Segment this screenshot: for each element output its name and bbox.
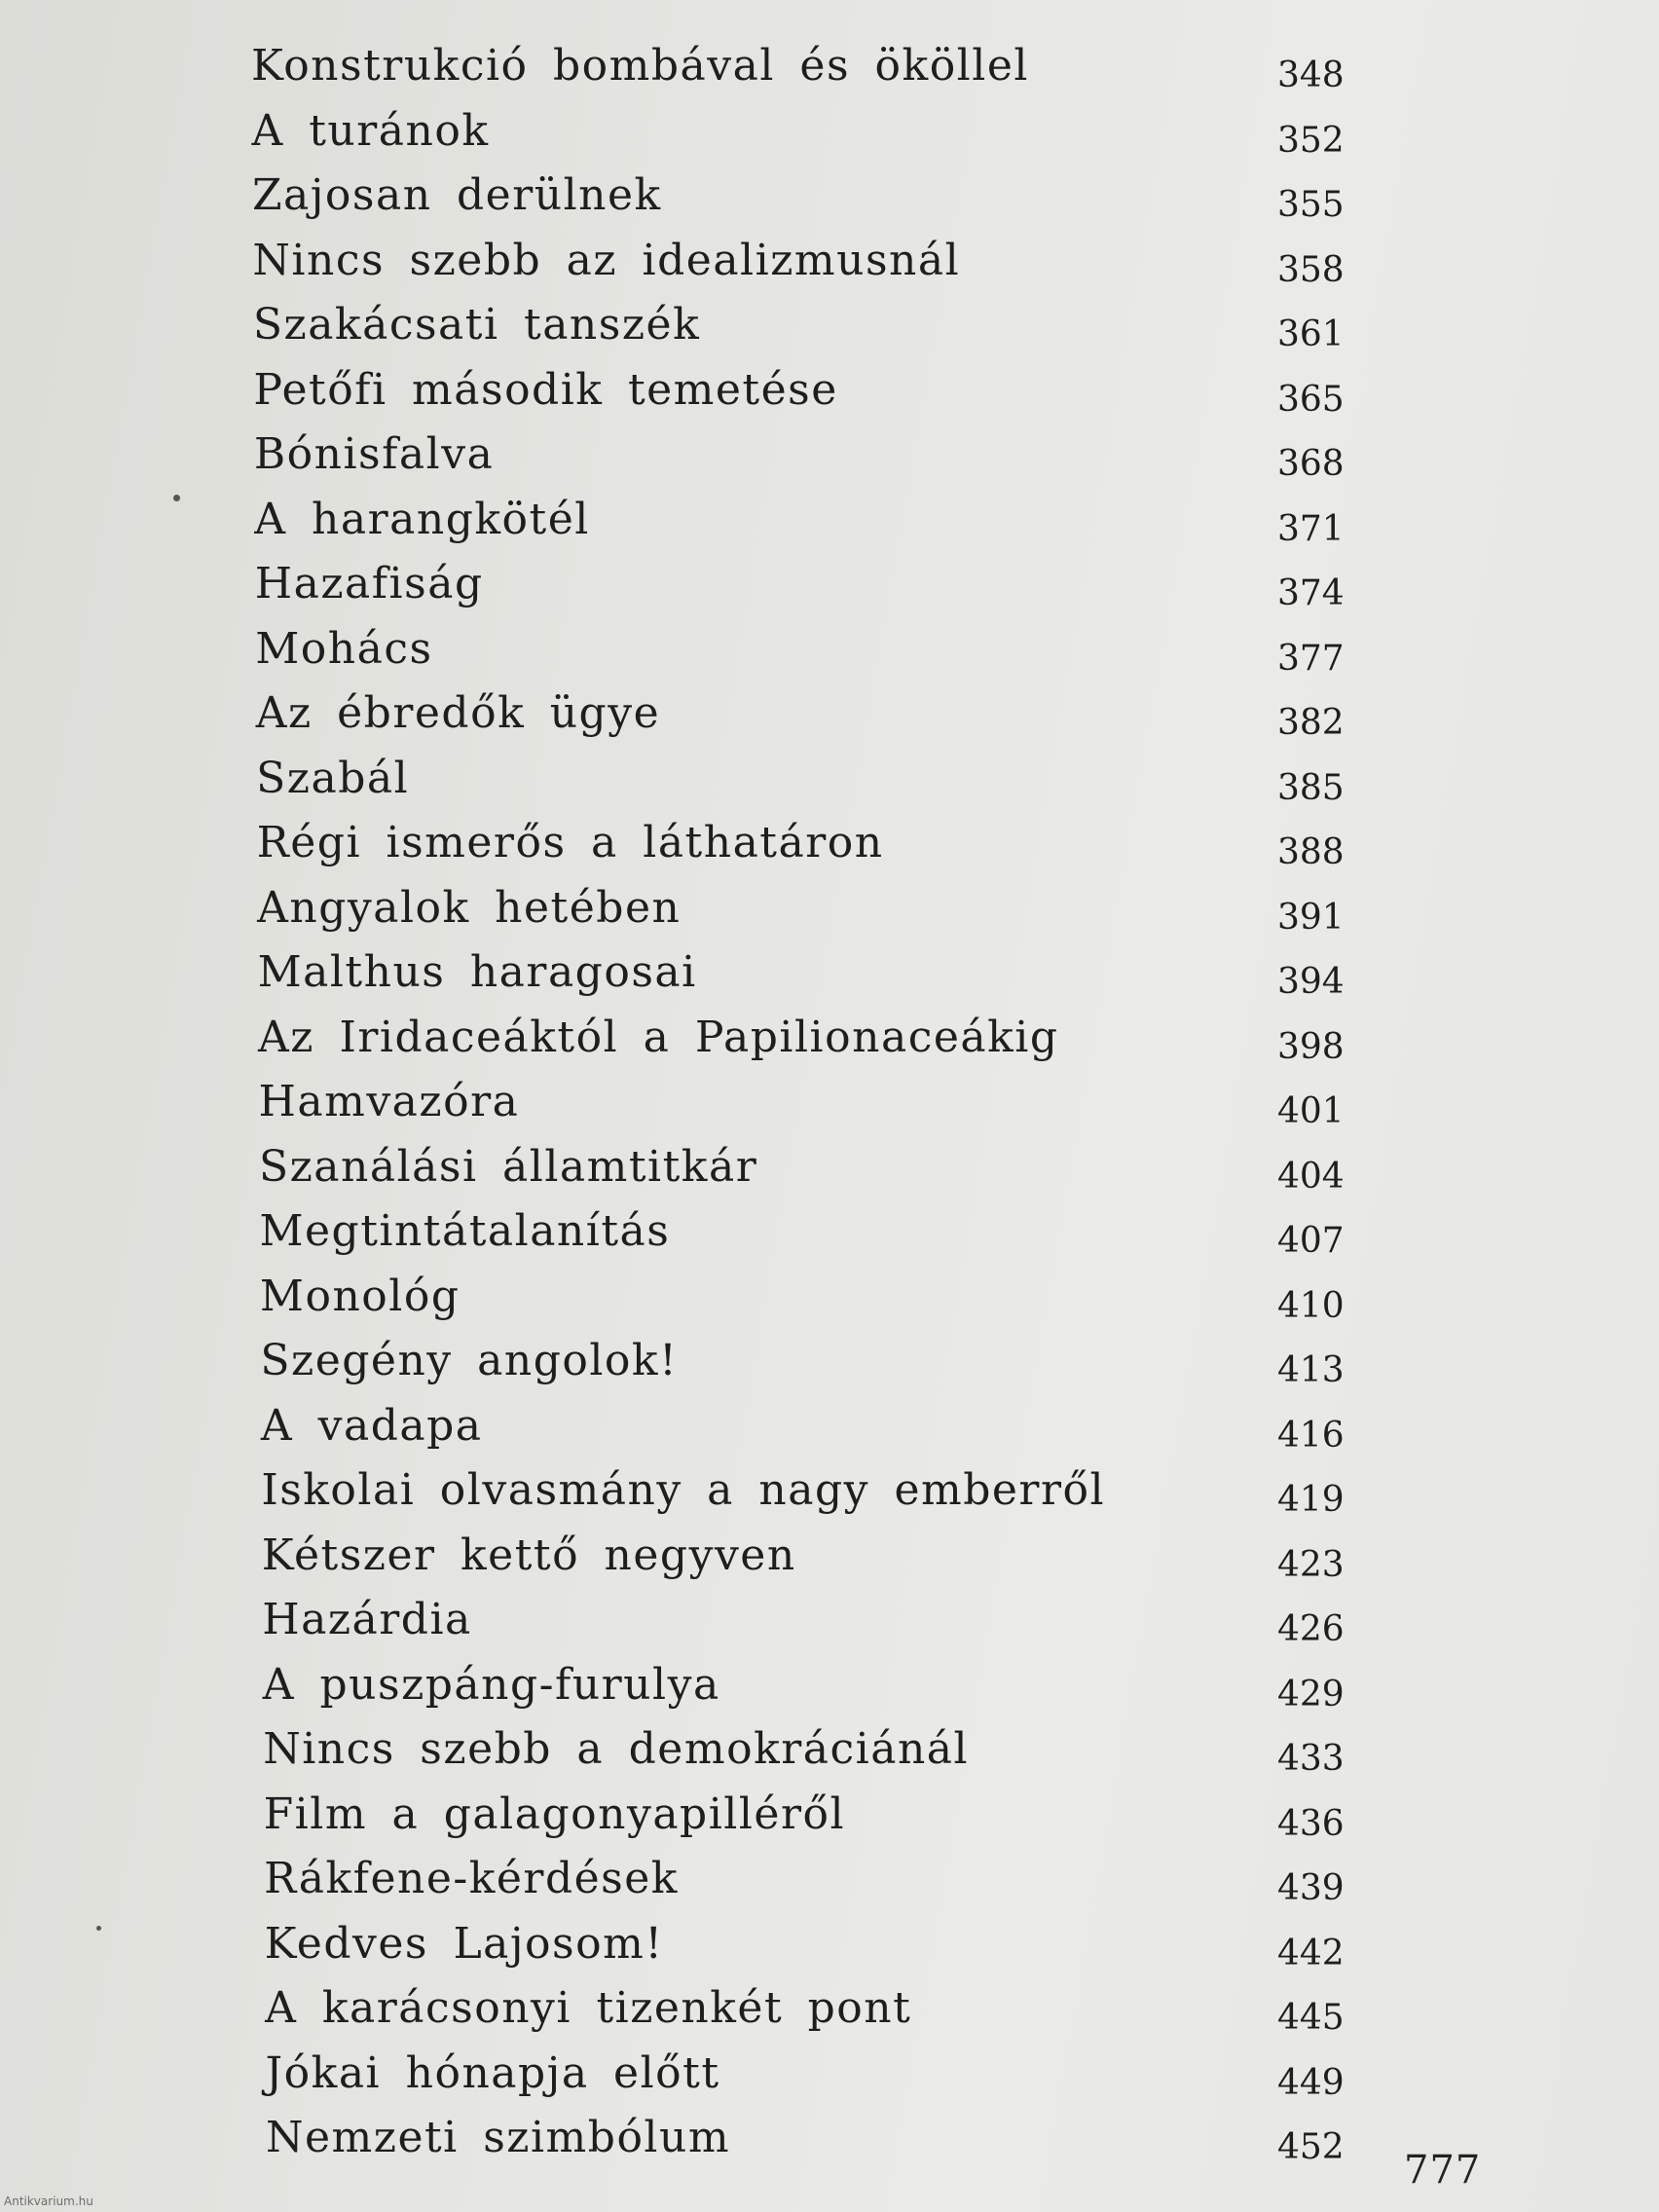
toc-entry-page: 365 xyxy=(1277,379,1345,420)
toc-entry-page: 374 xyxy=(1277,573,1345,613)
toc-entry-page: 433 xyxy=(1277,1739,1345,1779)
toc-entry-page: 394 xyxy=(1277,962,1345,1002)
toc-entry-title: Bónisfalva xyxy=(253,429,495,479)
toc-entry-page: 449 xyxy=(1277,2062,1345,2103)
toc-entry-page: 419 xyxy=(1277,1480,1345,1520)
toc-entry-page: 404 xyxy=(1277,1156,1345,1197)
toc-entry-page: 401 xyxy=(1277,1091,1345,1131)
toc-entry-page: 361 xyxy=(1277,314,1345,354)
toc-entry-page: 382 xyxy=(1277,703,1345,743)
toc-entry-page: 388 xyxy=(1277,832,1345,872)
toc-entry-title: Hazárdia xyxy=(262,1595,472,1644)
toc-entry-page: 452 xyxy=(1277,2127,1345,2167)
toc-entry-page: 377 xyxy=(1277,638,1345,679)
watermark: Antikvarium.hu xyxy=(4,2194,93,2208)
toc-entry-title: A puszpáng-furulya xyxy=(262,1659,720,1710)
toc-entry-title: Megtintátalanítás xyxy=(259,1206,671,1256)
toc-entry-title: Iskolai olvasmány a nagy emberről xyxy=(261,1465,1106,1515)
toc-entry-title: Az Iridaceáktól a Papilionaceákig xyxy=(258,1012,1059,1062)
toc-entry-title: A turánok xyxy=(251,105,490,156)
toc-entry-page: 445 xyxy=(1277,1998,1345,2038)
toc-entry-title: Szegény angolok! xyxy=(260,1336,679,1385)
toc-entry-page: 352 xyxy=(1277,120,1345,161)
toc-entry-page: 355 xyxy=(1277,185,1345,225)
toc-entry-title: Nemzeti szimbólum xyxy=(266,2113,731,2162)
toc-entry-page: 398 xyxy=(1277,1026,1345,1067)
toc-entry-title: Régi ismerős a láthatáron xyxy=(256,818,884,867)
speck xyxy=(173,495,180,501)
toc-entry-title: A harangkötél xyxy=(254,494,590,544)
toc-entry-title: A karácsonyi tizenkét pont xyxy=(265,1983,912,2033)
toc-entry-page: 410 xyxy=(1277,1285,1345,1326)
toc-entry-page: 442 xyxy=(1277,1933,1345,1973)
toc-entry-page: 439 xyxy=(1277,1868,1345,1908)
toc-entry-title: Szakácsati tanszék xyxy=(252,300,701,350)
toc-entry-title: Monológ xyxy=(259,1271,461,1321)
toc-entry-page: 385 xyxy=(1277,767,1345,808)
toc-entry-page: 371 xyxy=(1277,508,1345,549)
toc-entry-title: Szanálási államtitkár xyxy=(258,1141,758,1192)
toc-entry-title: Hazafiság xyxy=(254,559,484,608)
page-number: 777 xyxy=(1404,2148,1482,2193)
toc-entry-title: Angyalok hetében xyxy=(257,882,682,933)
toc-entry-page: 358 xyxy=(1277,249,1345,290)
speck xyxy=(96,1926,101,1931)
toc-entry-page: 407 xyxy=(1277,1221,1345,1261)
toc-entry-page: 348 xyxy=(1277,55,1345,95)
toc-entry-page: 413 xyxy=(1277,1350,1345,1390)
toc-entry-title: Mohács xyxy=(255,623,433,674)
toc-entry-page: 391 xyxy=(1277,897,1345,938)
toc-entry-title: Malthus haragosai xyxy=(257,947,697,997)
toc-entry-title: Az ébredők ügye xyxy=(255,688,661,738)
toc-entry-page: 368 xyxy=(1277,444,1345,484)
toc-entry-title: Petőfi második temetése xyxy=(253,364,838,415)
toc-entry-title: Kedves Lajosom! xyxy=(264,1918,664,1969)
toc-entry-title: Jókai hónapja előtt xyxy=(265,2047,720,2098)
toc-entry-title: Konstrukció bombával és ököllel xyxy=(251,41,1029,91)
toc-entry-page: 423 xyxy=(1277,1544,1345,1585)
toc-entry-title: A vadapa xyxy=(260,1400,483,1451)
toc-entry-title: Film a galagonyapilléről xyxy=(263,1788,846,1839)
toc-entry-title: Zajosan derülnek xyxy=(251,170,662,220)
toc-entry-page: 426 xyxy=(1277,1609,1345,1649)
toc-entry-title: Hamvazóra xyxy=(258,1077,520,1126)
toc-entry-page: 429 xyxy=(1277,1674,1345,1714)
toc-entry-title: Nincs szebb az idealizmusnál xyxy=(252,235,961,285)
toc-entry-page: 416 xyxy=(1277,1415,1345,1456)
toc-entry-title: Rákfene-kérdések xyxy=(264,1854,679,1903)
toc-entry-page: 436 xyxy=(1277,1803,1345,1844)
toc-entry-title: Nincs szebb a demokráciánál xyxy=(263,1724,970,1774)
toc-entry-title: Szabál xyxy=(256,753,410,803)
toc-entry-title: Kétszer kettő negyven xyxy=(261,1530,796,1580)
